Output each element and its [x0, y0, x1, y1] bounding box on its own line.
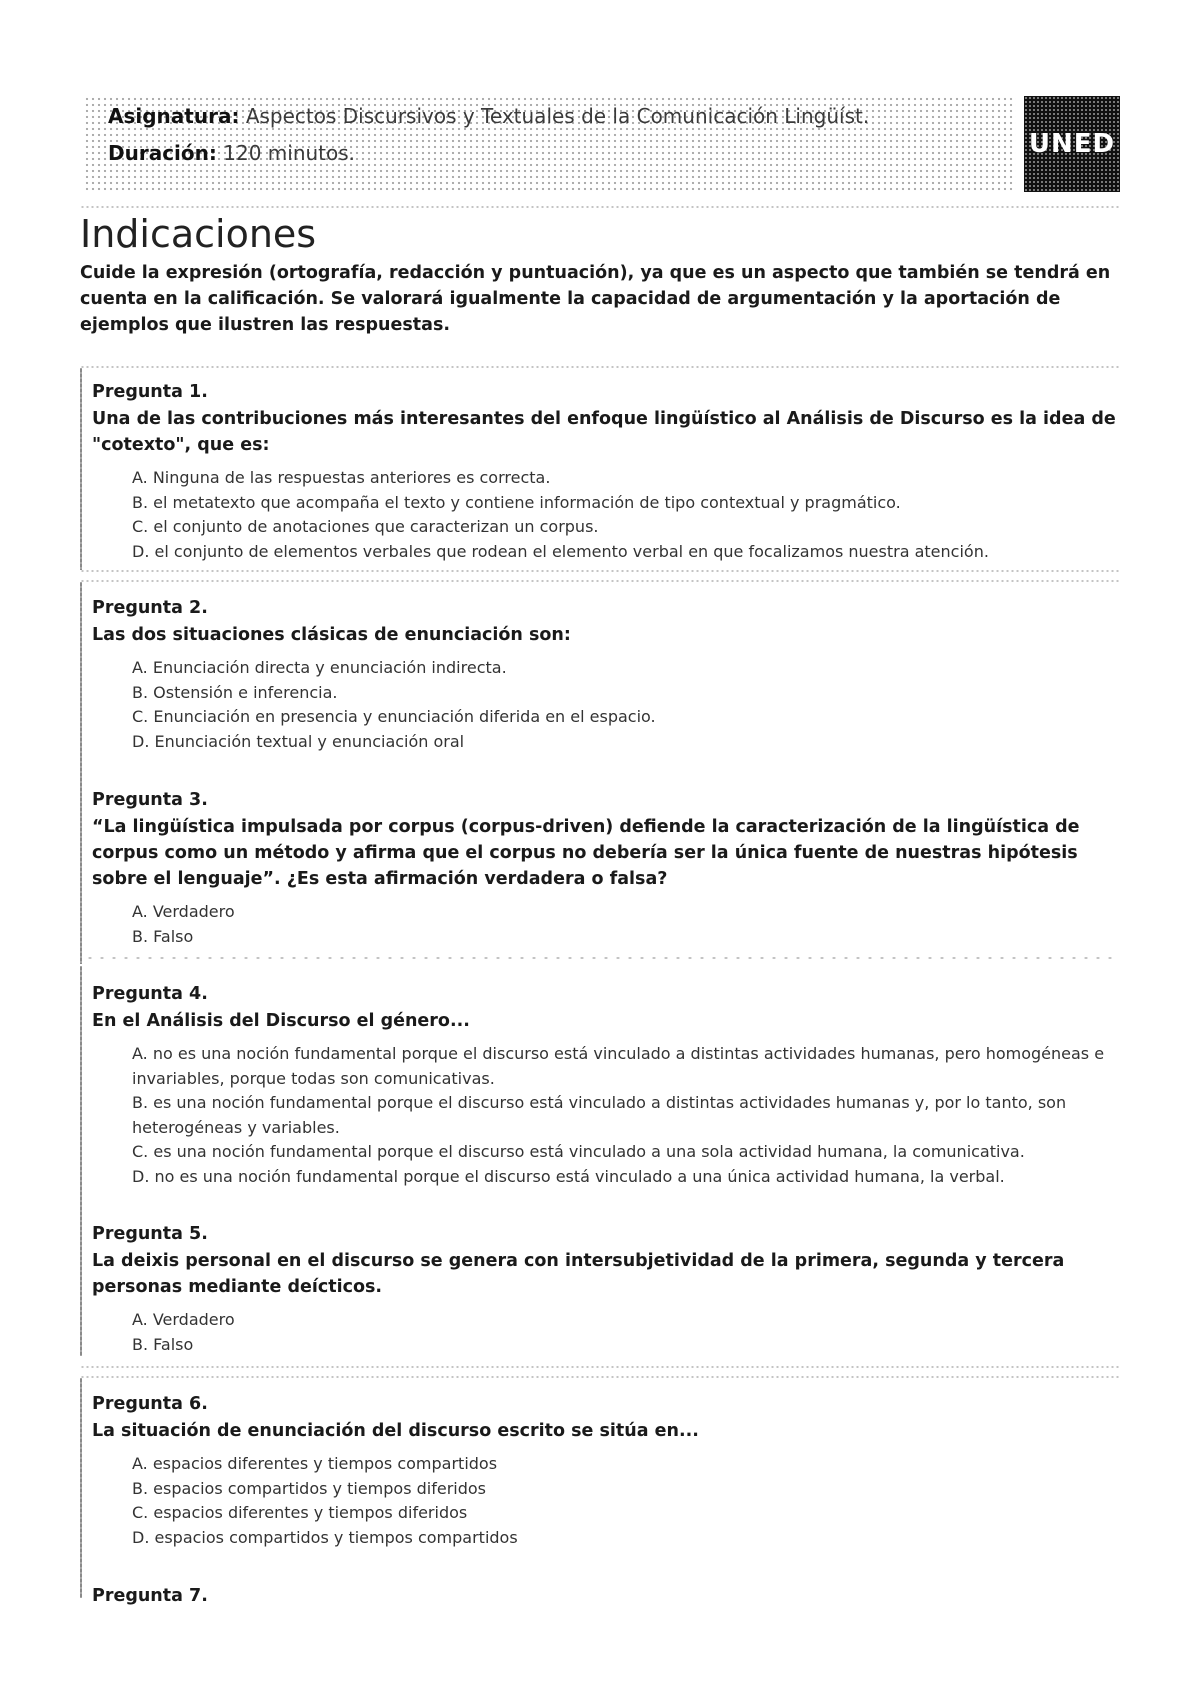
question-2 [92, 594, 1122, 754]
divider [80, 580, 1120, 582]
option-b[interactable]: B. es una noción fundamental porque el discurso está vinculado a distintas actividades humanas y, por lo tanto, son heterogéneas y variables. [132, 1093, 1067, 1137]
option-d[interactable]: D. el conjunto de elementos verbales que rodean el elemento verbal en que focalizamos nuestra atención. [132, 541, 989, 561]
question-label: Pregunta 7. [92, 1586, 208, 1606]
question-3 [92, 786, 1122, 949]
option-c[interactable]: C. es una noción fundamental porque el discurso está vinculado a una sola actividad humana, la comunicativa. [132, 1142, 1025, 1161]
question-border [80, 582, 82, 964]
divider [80, 1366, 1120, 1368]
option-b[interactable]: B. Falso [132, 1334, 194, 1354]
duration-line [108, 141, 355, 165]
question-text: La deixis personal en el discurso se genera con intersubjetividad de la primera, segunda y tercera personas mediante deícticos. [92, 1251, 1065, 1297]
option-a[interactable]: A. Enunciación directa y enunciación indirecta. [132, 658, 507, 677]
option-a[interactable]: A. no es una noción fundamental porque el discurso está vinculado a distintas actividades humanas, pero homogéneas e invariables, porque todas son comunicativas. [132, 1044, 1105, 1088]
divider [80, 1376, 1120, 1378]
subject-label: Asignatura: [108, 104, 240, 128]
question-text: “La lingüística impulsada por corpus (corpus-driven) defiende la caracterización de la lingüística de corpus como un método y afirma que el corpus no debería ser la única fuente de nuestras hipótesis sobre el lenguaje”. ¿Es esta afirmación verdadera o falsa? [92, 817, 1080, 889]
options-list [92, 656, 1122, 754]
question-text: En el Análisis del Discurso el género... [92, 1011, 470, 1031]
options-list [92, 900, 1122, 949]
option-d[interactable]: D. no es una noción fundamental porque el discurso está vinculado a una única actividad humana, la verbal. [132, 1166, 1005, 1186]
question-label: Pregunta 4. [92, 984, 208, 1004]
question-label: Pregunta 6. [92, 1394, 208, 1414]
subject-value: Aspectos Discursivos y Textuales de la Comunicación Lingüíst. [245, 104, 870, 128]
option-a[interactable]: A. Verdadero [132, 1310, 235, 1329]
instructions-text: Cuide la expresión (ortografía, redacción y puntuación), ya que es un aspecto que también se tendrá en cuenta en la calificación. Se valorará igualmente la capacidad de argumentación y la aportación de ejemplos que ilustren las respuestas. [80, 263, 1111, 335]
options-list [92, 1042, 1122, 1189]
divider [80, 570, 1120, 572]
option-c[interactable]: C. Enunciación en presencia y enunciación diferida en el espacio. [132, 707, 656, 726]
question-text: Una de las contribuciones más interesantes del enfoque lingüístico al Análisis de Discurso es la idea de "cotexto", que es: [92, 409, 1116, 455]
options-list [92, 1452, 1122, 1550]
question-text: Las dos situaciones clásicas de enunciación son: [92, 625, 571, 645]
question-label: Pregunta 5. [92, 1224, 208, 1244]
option-b[interactable]: B. Ostensión e inferencia. [132, 682, 338, 702]
uned-logo [1024, 96, 1120, 192]
question-6 [92, 1390, 1122, 1550]
duration-label: Duración: [108, 141, 217, 165]
divider [84, 956, 1120, 960]
question-7 [92, 1582, 1122, 1610]
question-border [80, 1378, 82, 1598]
option-a[interactable]: A. Verdadero [132, 902, 235, 921]
question-border [80, 368, 82, 570]
logo-text: UNED [1028, 129, 1116, 159]
option-d[interactable]: D. Enunciación textual y enunciación oral [132, 731, 465, 751]
options-list [92, 1308, 1122, 1357]
question-label: Pregunta 2. [92, 598, 208, 618]
divider [80, 366, 1120, 368]
option-a[interactable]: A. Ninguna de las respuestas anteriores es correcta. [132, 468, 551, 487]
options-list [92, 466, 1122, 564]
question-border [80, 966, 82, 1356]
question-label: Pregunta 1. [92, 382, 208, 402]
question-text: La situación de enunciación del discurso escrito se sitúa en... [92, 1421, 699, 1441]
instructions-title: Indicaciones [80, 212, 317, 256]
option-a[interactable]: A. espacios diferentes y tiempos compartidos [132, 1454, 498, 1473]
duration-value: 120 minutos. [223, 141, 356, 165]
subject-line [108, 104, 869, 128]
option-b[interactable]: B. espacios compartidos y tiempos diferidos [132, 1478, 486, 1498]
question-5 [92, 1220, 1122, 1357]
option-d[interactable]: D. espacios compartidos y tiempos compartidos [132, 1527, 518, 1547]
divider [80, 206, 1120, 208]
question-4 [92, 980, 1122, 1189]
exam-header [84, 96, 1016, 191]
option-b[interactable]: B. el metatexto que acompaña el texto y contiene información de tipo contextual y pragmático. [132, 492, 901, 512]
option-c[interactable]: C. espacios diferentes y tiempos diferidos [132, 1503, 468, 1522]
question-1 [92, 378, 1122, 564]
option-c[interactable]: C. el conjunto de anotaciones que caracterizan un corpus. [132, 517, 599, 536]
option-b[interactable]: B. Falso [132, 926, 194, 946]
question-label: Pregunta 3. [92, 790, 208, 810]
